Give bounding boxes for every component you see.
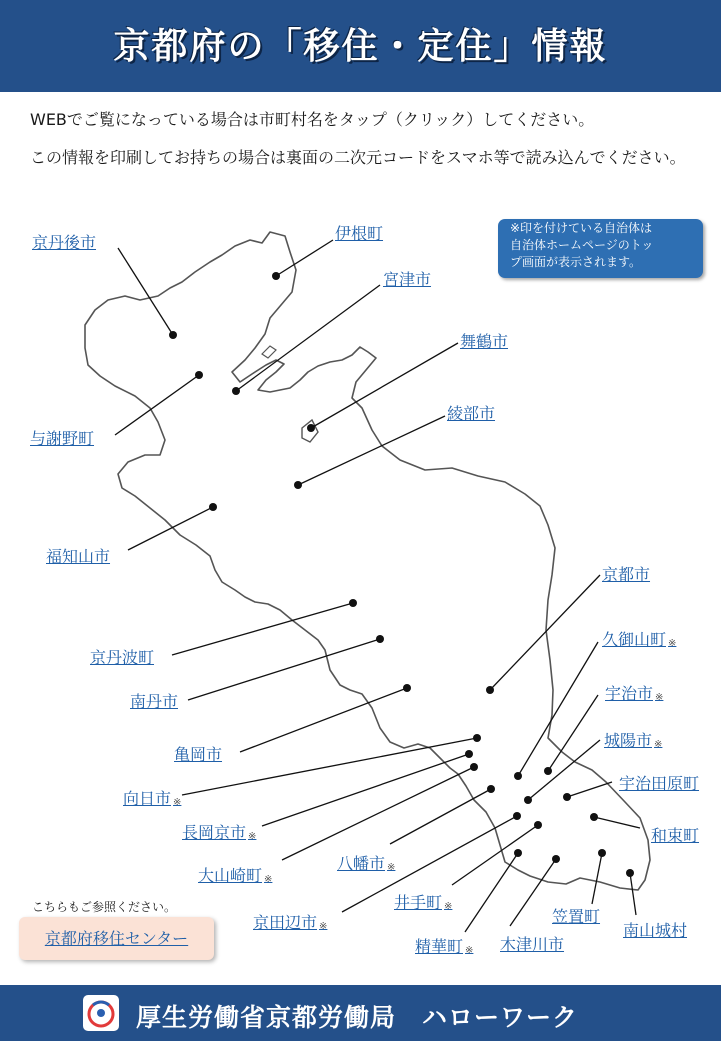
city-label: 亀岡市 — [174, 745, 223, 764]
hellowork-logo-icon — [83, 995, 119, 1031]
city-label: 宮津市 — [383, 270, 432, 289]
homepage-mark-note — [498, 219, 703, 278]
dot-ayabe — [294, 481, 302, 489]
city-label: 南山城村 — [623, 921, 688, 940]
city-link-maizuru[interactable] — [460, 329, 508, 352]
city-label: 宇治市 — [605, 684, 654, 703]
dot-kyotamba — [349, 599, 357, 607]
leader-nagaokakyo — [262, 754, 469, 826]
city-label: 与謝野町 — [30, 429, 95, 448]
city-link-uji[interactable] — [605, 681, 663, 704]
city-link-kameoka[interactable] — [174, 742, 222, 765]
city-link-minamiyamashiro[interactable] — [623, 918, 687, 941]
city-link-miyazu[interactable] — [383, 267, 431, 290]
city-link-kumiyama[interactable] — [602, 627, 676, 650]
leader-yosano — [115, 375, 199, 435]
city-link-oyamazaki[interactable] — [198, 863, 272, 886]
leader-kyoto — [490, 575, 600, 690]
homepage-mark: ※ — [668, 638, 677, 649]
dot-kyotango — [169, 331, 177, 339]
note-line-2: 自治体ホームページのトッ — [510, 238, 654, 252]
city-link-kyotango[interactable] — [32, 230, 96, 253]
city-label: 京丹波町 — [90, 648, 155, 667]
dot-joyo — [524, 796, 532, 804]
dot-nagaokakyo — [465, 750, 473, 758]
dot-fukuchiyama — [209, 503, 217, 511]
leader-miyazu — [236, 285, 380, 391]
dot-ujitawara — [563, 793, 571, 801]
city-link-kyotanabe[interactable] — [253, 910, 327, 933]
city-label: 精華町 — [415, 937, 464, 956]
dot-oyamazaki — [470, 763, 478, 771]
footer-title: 厚生労働省京都労働局 ハローワーク — [136, 1003, 579, 1032]
city-label: 和束町 — [651, 826, 700, 845]
homepage-mark: ※ — [319, 921, 328, 932]
city-label: 長岡京市 — [182, 823, 247, 842]
city-label: 伊根町 — [335, 224, 384, 243]
city-link-muko[interactable] — [123, 786, 181, 809]
city-link-ide[interactable] — [394, 890, 452, 913]
city-label: 宇治田原町 — [619, 774, 700, 793]
ministry-logo — [83, 995, 119, 1031]
homepage-mark: ※ — [465, 945, 474, 956]
dot-kumiyama — [514, 772, 522, 780]
city-link-joyo[interactable] — [604, 728, 662, 751]
homepage-mark: ※ — [444, 901, 453, 912]
dot-maizuru — [307, 424, 315, 432]
leader-minamiyamashiro — [630, 873, 636, 915]
city-label: 京田辺市 — [253, 913, 318, 932]
note-line-3: プ画面が表示されます。 — [510, 255, 642, 269]
city-link-kasagi[interactable] — [552, 904, 600, 927]
page-title: 京都府の「移住・定住」情報 — [113, 26, 608, 67]
city-dots — [169, 272, 634, 877]
city-label: 八幡市 — [337, 854, 386, 873]
homepage-mark: ※ — [654, 739, 663, 750]
city-link-nantan[interactable] — [130, 689, 178, 712]
homepage-mark: ※ — [173, 797, 182, 808]
city-link-nagaokakyo[interactable] — [182, 820, 256, 843]
leader-ine — [276, 240, 333, 276]
dot-ine — [272, 272, 280, 280]
note-line-1: ※印を付けている自治体は — [510, 221, 653, 235]
leader-ujitawara — [567, 782, 612, 797]
dot-miyazu — [232, 387, 240, 395]
dot-minamiyamashiro — [626, 869, 634, 877]
city-link-kizugawa[interactable] — [500, 932, 564, 955]
dot-yosano — [195, 371, 203, 379]
city-label: 福知山市 — [46, 547, 111, 566]
migration-center-button[interactable]: 京都府移住センター — [19, 917, 214, 960]
homepage-mark: ※ — [264, 874, 273, 885]
city-label: 京丹後市 — [32, 233, 97, 252]
dot-uji — [544, 767, 552, 775]
dot-ide — [534, 821, 542, 829]
city-label: 舞鶴市 — [460, 332, 509, 351]
city-label: 木津川市 — [500, 935, 565, 954]
city-link-kyoto[interactable] — [602, 562, 650, 585]
city-label: 向日市 — [123, 789, 172, 808]
homepage-mark: ※ — [248, 831, 257, 842]
city-link-ayabe[interactable] — [447, 401, 495, 424]
leader-kyotamba — [172, 603, 353, 655]
city-label: 大山崎町 — [198, 866, 263, 885]
city-link-yawata[interactable] — [337, 851, 395, 874]
dot-kyotanabe — [513, 812, 521, 820]
city-link-yosano[interactable] — [30, 426, 94, 449]
dot-kyoto — [486, 686, 494, 694]
leader-kasagi — [592, 853, 602, 904]
city-label: 南丹市 — [130, 692, 179, 711]
city-link-kyotamba[interactable] — [90, 645, 154, 668]
amanohashidate-spit — [262, 346, 276, 358]
city-link-wazuka[interactable] — [651, 823, 699, 846]
dot-kameoka — [403, 684, 411, 692]
city-label: 綾部市 — [447, 404, 496, 423]
dot-nantan — [376, 635, 384, 643]
leader-yawata — [390, 789, 491, 844]
city-label: 笠置町 — [552, 907, 601, 926]
dot-kasagi — [598, 849, 606, 857]
leader-ide — [452, 825, 538, 885]
dot-muko — [473, 734, 481, 742]
leader-fukuchiyama — [128, 507, 213, 550]
city-link-fukuchiyama[interactable] — [46, 544, 110, 567]
leader-ayabe — [298, 416, 445, 485]
homepage-mark: ※ — [387, 862, 396, 873]
intro-web-instruction: WEBでご覧になっている場合は市町村名をタップ（クリック）してください。 — [30, 110, 595, 129]
city-link-seika[interactable] — [415, 934, 473, 957]
dot-kizugawa — [552, 855, 560, 863]
city-label: 久御山町 — [602, 630, 667, 649]
leader-seika — [465, 853, 518, 932]
city-link-ujitawara[interactable] — [619, 771, 699, 794]
leader-joyo — [528, 740, 600, 800]
leader-maizuru — [311, 343, 458, 428]
leader-kameoka — [240, 688, 407, 752]
city-label: 井手町 — [394, 893, 443, 912]
homepage-mark: ※ — [655, 692, 664, 703]
leader-wazuka — [594, 817, 640, 828]
reference-text: こちらもご参照ください。 — [32, 900, 177, 914]
city-link-ine[interactable] — [335, 221, 383, 244]
dot-wazuka — [590, 813, 598, 821]
dot-seika — [514, 849, 522, 857]
dot-yawata — [487, 785, 495, 793]
city-label: 城陽市 — [604, 731, 653, 750]
city-label: 京都市 — [602, 565, 651, 584]
intro-print-instruction: この情報を印刷してお持ちの場合は裏面の二次元コードをスマホ等で読み込んでください。 — [30, 148, 686, 167]
